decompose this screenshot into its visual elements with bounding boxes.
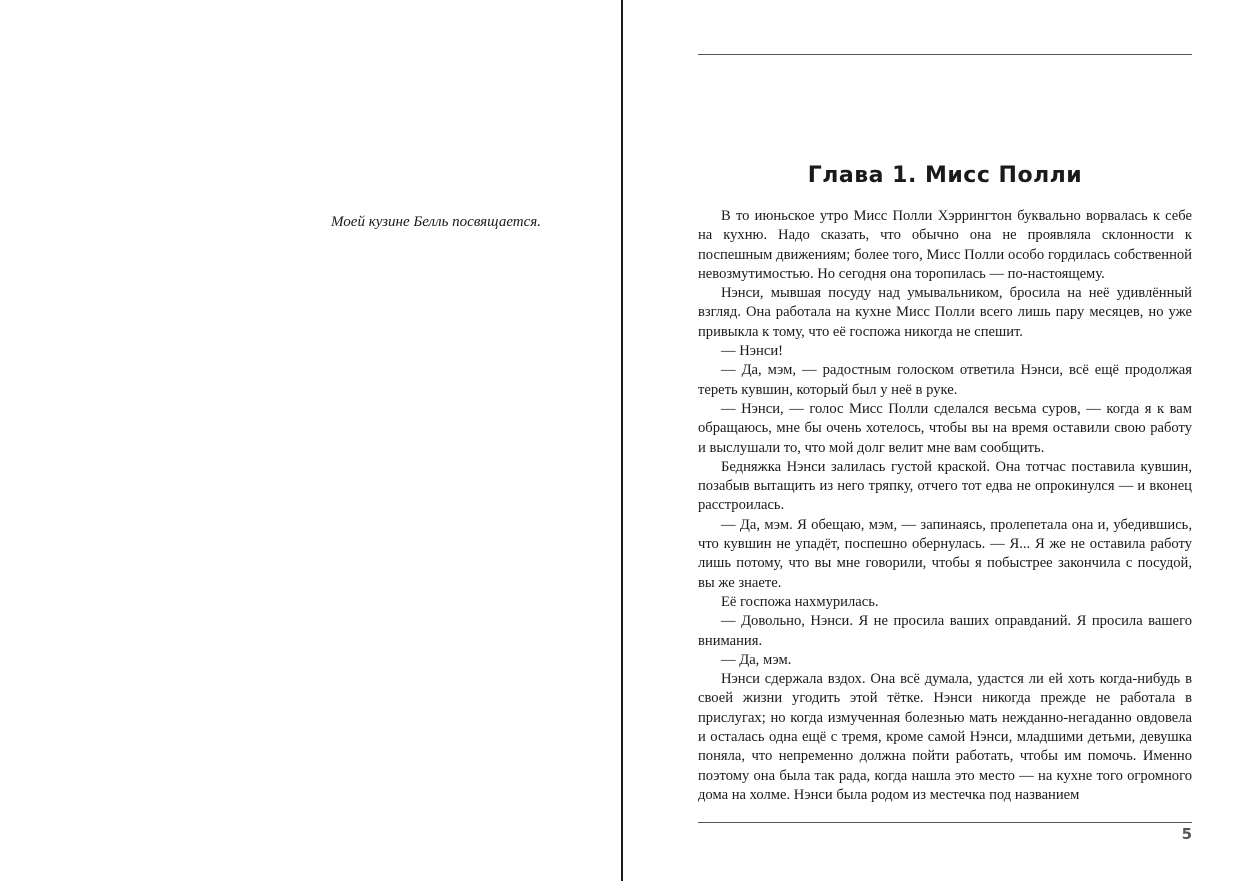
paragraph: — Да, мэм.: [721, 651, 792, 668]
page-number: 5: [1181, 825, 1192, 843]
paragraph: Бедняжка Нэнси залилась густой краской. Она тотчас поставила кувшин, позабыв вытащить из него тряпку, отчего тот едва не опрокинулся — и вконец расстроилась.: [698, 458, 1192, 514]
paragraph: Её госпожа нахмурилась.: [721, 593, 879, 610]
paragraph: — Да, мэм. Я обещаю, мэм, — запинаясь, пролепетала она и, убедившись, что кувшин не упадёт, поспешно обернулась. — Я... Я же не оставила работу лишь потому, что вы мне говорили, чтобы я побыстрее закончила с посудой, вы же знаете.: [698, 516, 1192, 591]
dedication-text: Моей кузине Белль посвящается.: [331, 214, 541, 230]
paragraph: Нэнси, мывшая посуду над умывальником, бросила на неё удивлённый взгляд. Она работала на кухне Мисс Полли всего лишь пару месяцев, но уже привыкла к тому, что её госпожа никогда не спешит.: [698, 285, 1192, 340]
chapter-body: [698, 207, 1192, 805]
paragraph: — Довольно, Нэнси. Я не просила ваших оправданий. Я просила вашего внимания.: [698, 613, 1192, 649]
left-page: [0, 0, 621, 881]
right-page: [623, 0, 1244, 881]
paragraph: В то июньское утро Мисс Полли Хэррингтон буквально ворвалась к себе на кухню. Надо сказать, что обычно она не проявляла склонности к поспешным движениям; более того, Мисс Полли особо гордилась собственной невозмутимостью. Но сегодня она торопилась — по-настоящему.: [698, 208, 1192, 282]
paragraph: — Нэнси!: [721, 343, 784, 360]
paragraph: — Да, мэм, — радостным голоском ответила Нэнси, всё ещё продолжая тереть кувшин, который был у неё в руке.: [698, 362, 1192, 398]
header-rule: [698, 54, 1192, 55]
paragraph: Нэнси сдержала вздох. Она всё думала, удастся ли ей хоть когда-нибудь в своей жизни угодить этой тётке. Нэнси никогда прежде не работала в прислугах; но когда измученная болезнью мать нежданно-негаданно овдовела и осталась одна ещё с тремя, кроме самой Нэнси, младшими детьми, девушка поняла, что непременно должна пойти работать, чтобы им помочь. Именно поэтому она была так рада, когда нашла это место — на кухне того огромного дома на холме. Нэнси была родом из местечка под названием: [698, 671, 1192, 803]
chapter-title: Глава 1. Мисс Полли: [807, 163, 1083, 188]
paragraph: — Нэнси, — голос Мисс Полли сделался весьма суров, — когда я к вам обращаюсь, мне бы очень хотелось, чтобы вы на время оставили свою работу и выслушали то, что мой долг велит мне вам сообщить.: [698, 400, 1192, 456]
